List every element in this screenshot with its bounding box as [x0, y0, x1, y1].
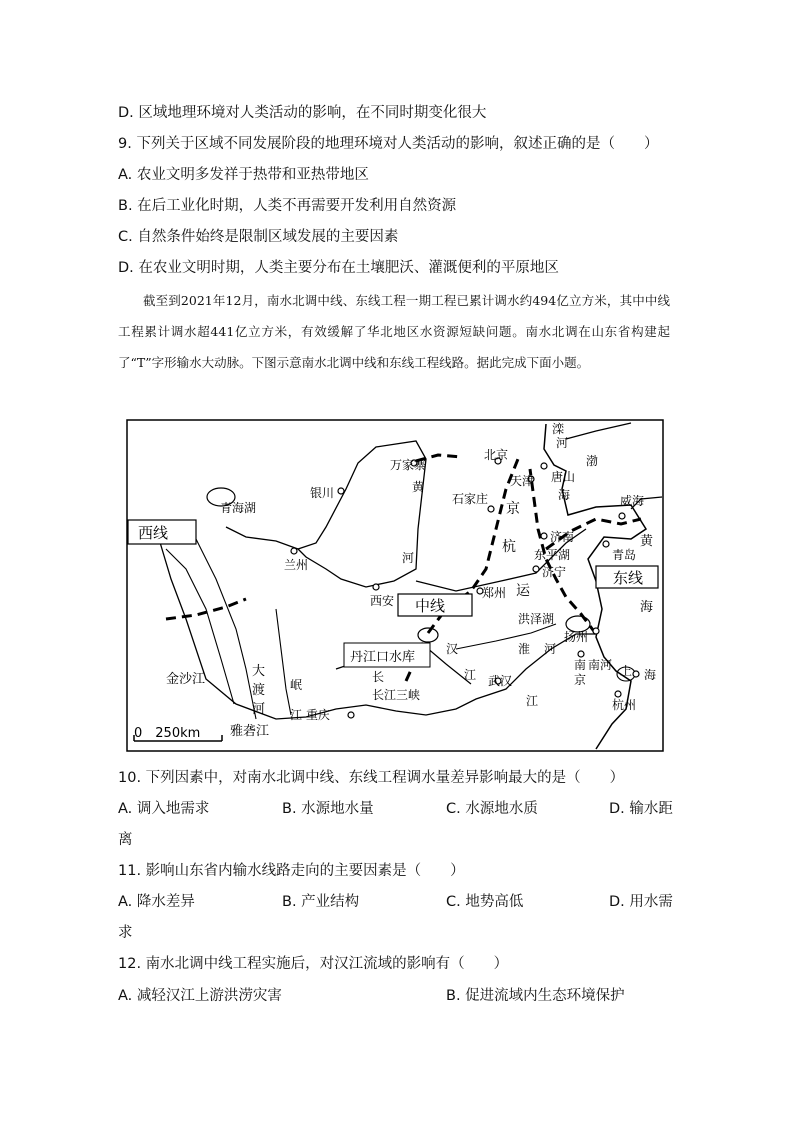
label-huai2: 河 [544, 642, 557, 656]
label-xian: 西安 [370, 594, 395, 608]
label-jining: 济宁 [542, 565, 567, 579]
q9-stem: 9. 下列关于区域不同发展阶段的地理环境对人类活动的影响，叙述正确的是（ ） [118, 136, 659, 152]
label-dadu: 大 [252, 664, 266, 679]
q9-option-c: C. 自然条件始终是限制区域发展的主要因素 [118, 229, 399, 245]
label-dadu2: 渡 [252, 683, 266, 698]
q11-option-b: B. 产业结构 [282, 894, 360, 910]
label-bo: 渤 [586, 454, 599, 468]
label-jinshajiang: 金沙江 [166, 672, 206, 687]
city-qingdao [603, 541, 609, 547]
label-dongxian: 东线 [613, 569, 644, 587]
q9-option-a: A. 农业文明多发祥于热带和亚热带地区 [118, 167, 369, 183]
city-chongqing [348, 712, 354, 718]
label-qingdao: 青岛 [612, 548, 637, 562]
label-nanjing1: 南 [574, 658, 587, 672]
label-luan: 滦 [552, 422, 565, 436]
label-huai: 淮 [518, 642, 531, 656]
label-han: 汉 [446, 642, 459, 656]
city-jining [533, 566, 539, 572]
city-tangshan [541, 463, 547, 469]
q11-stem: 11. 影响山东省内输水线路走向的主要因素是（ ） [118, 863, 465, 879]
q9-option-b: B. 在后工业化时期，人类不再需要开发利用自然资源 [118, 198, 457, 214]
label-luan2: 河 [556, 436, 569, 450]
label-yinchuan: 银川 [310, 486, 335, 500]
reading-passage [118, 285, 670, 378]
label-shanghai1: 上 [620, 664, 633, 678]
label-he: 河 [402, 551, 415, 565]
label-qinghaihu: 青海湖 [220, 501, 257, 515]
label-yun: 运 [516, 583, 530, 599]
label-tangshan: 唐山 [551, 470, 576, 484]
q11-option-d: D. 用水需 [609, 894, 673, 910]
label-danjiangkou: 丹江口水库 [350, 650, 416, 665]
label-changjiangsanxia: 长江三峡 [372, 688, 421, 702]
q11-option-c: C. 地势高低 [446, 894, 524, 910]
label-han2: 江 [464, 668, 477, 682]
q8-option-d: D. 区域地理环境对人类活动的影响，在不同时期变化很大 [118, 105, 487, 121]
city-weihai [619, 513, 625, 519]
label-lanzhou: 兰州 [284, 558, 309, 572]
city-hangzhou [615, 691, 621, 697]
label-dongpinghu: 东平湖 [534, 548, 571, 562]
label-tianjin: 天津 [510, 474, 535, 488]
label-jinan: 济南 [550, 530, 575, 544]
label-hai-sea: 海 [640, 600, 654, 615]
label-wuhan: 武汉 [488, 674, 513, 688]
label-shijiazhuang: 石家庄 [452, 492, 489, 506]
q11-option-a: A. 降水差异 [118, 894, 195, 910]
label-scale: 0 250km [134, 726, 201, 741]
label-hangzhou: 杭州 [612, 698, 637, 712]
label-yangzhou: 扬州 [564, 630, 589, 644]
passage-text: 截至到2021年12月，南水北调中线、东线工程一期工程已累计调水约494亿立方米，其中中线工程累计调水超441亿立方米，有效缓解了华北地区水资源短缺问题。南水北调在山东省构建起了“T”字形输水大动脉。下图示意南水北调中线和东线工程线路。据此完成下面小题。 [118, 293, 670, 370]
q10-stem: 10. 下列因素中，对南水北调中线、东线工程调水量差异影响最大的是（ ） [118, 770, 625, 786]
label-shanghai2: 海 [644, 668, 657, 682]
label-zhongxian: 中线 [415, 597, 446, 615]
label-hang: 杭 [502, 539, 516, 555]
q10-option-b: B. 水源地水量 [282, 801, 374, 817]
q9-option-d: D. 在农业文明时期，人类主要分布在土壤肥沃、灌溉便利的平原地区 [118, 260, 559, 276]
label-yalongjiang: 雅砻江 [230, 724, 270, 739]
label-chongqing: 重庆 [306, 708, 331, 722]
city-shijiazhuang [488, 506, 494, 512]
label-huang: 黄 [412, 480, 425, 494]
q12-option-b: B. 促进流域内生态环境保护 [446, 988, 625, 1004]
label-min2: 江 [290, 708, 303, 722]
label-jing: 京 [506, 501, 520, 517]
city-jinan [541, 533, 547, 539]
map-figure [126, 419, 664, 752]
label-nanhe: 南河 [588, 658, 613, 672]
label-nanjing2: 京 [574, 673, 587, 687]
label-zhengzhou: 郑州 [482, 586, 507, 600]
city-lanzhou [291, 548, 297, 554]
city-yangzhou [593, 628, 599, 634]
q11-option-d-wrap: 求 [118, 925, 133, 941]
q10-option-c: C. 水源地水质 [446, 801, 538, 817]
city-shanghai [633, 671, 639, 677]
q10-option-d: D. 输水距 [609, 801, 673, 817]
q12-option-a: A. 减轻汉江上游洪涝灾害 [118, 988, 282, 1004]
city-xian [373, 584, 379, 590]
q12-stem: 12. 南水北调中线工程实施后，对汉江流域的影响有（ ） [118, 956, 509, 972]
label-huang-sea: 黄 [640, 534, 654, 549]
label-jiang: 江 [526, 694, 539, 708]
label-hongzehu: 洪泽湖 [518, 612, 555, 626]
label-hai: 海 [558, 488, 571, 502]
label-chang: 长 [372, 670, 385, 684]
label-wanjiazhai: 万家寨 [390, 458, 427, 472]
south-north-water-diversion-map [126, 419, 664, 752]
label-min: 岷 [290, 678, 303, 692]
q10-option-a: A. 调入地需求 [118, 801, 210, 817]
label-xixian: 西线 [138, 524, 169, 542]
q10-option-d-wrap: 离 [118, 832, 133, 848]
label-dadu3: 河 [252, 702, 266, 717]
label-weihai: 威海 [620, 494, 645, 508]
city-yinchuan [338, 488, 344, 494]
city-nanjing [578, 651, 584, 657]
label-beijing: 北京 [484, 448, 509, 462]
